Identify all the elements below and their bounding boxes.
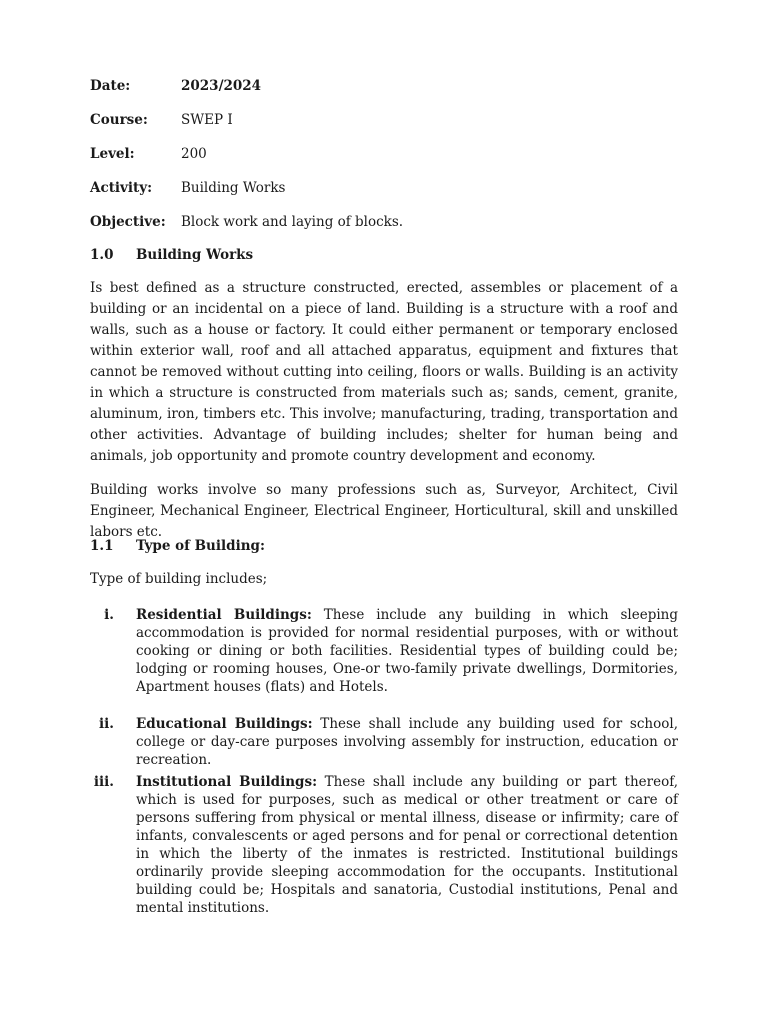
list-item-lead: Residential Buildings: bbox=[136, 607, 312, 623]
list-item-lead: Institutional Buildings: bbox=[136, 774, 318, 790]
meta-objective-label: Objective: bbox=[90, 214, 166, 230]
meta-course-value: SWEP I bbox=[181, 112, 233, 128]
list-item-description: These include any building in which sleeping accommodation is provided for normal residential purposes, with or without cooking or dining or both facilities. Residential types of building could be; lodging or rooming houses, One-or two-family private dwellings, Dormitories, Apartment houses (flats) and Hotels. bbox=[136, 607, 678, 695]
building-works-paragraph: Is best defined as a structure constructed, erected, assembles or placement of a building or an incidental on a piece of land. Building is a structure with a roof and walls, such as a house or factory. It could either permanent or temporary enclosed within exterior wall, roof and all attached apparatus, equipment and fixtures that cannot be removed without cutting into ceiling, floors or walls. Building is an activity in which a structure is constructed from materials such as; sands, cement, granite, aluminum, iron, timbers etc. This involve; manufacturing, trading, transportation and other activities. Advantage of building includes; shelter for human being and animals, job opportunity and promote country development and economy. bbox=[90, 280, 678, 464]
section-number: 1.0 bbox=[90, 247, 114, 263]
list-item-text bbox=[136, 715, 678, 769]
type-of-building-intro: Type of building includes; bbox=[90, 571, 268, 587]
section-number: 1.1 bbox=[90, 538, 114, 554]
meta-objective-value: Block work and laying of blocks. bbox=[181, 214, 404, 230]
meta-activity-value: Building Works bbox=[181, 180, 286, 196]
list-numeral: ii. bbox=[99, 716, 114, 732]
section-title: Type of Building: bbox=[136, 538, 265, 554]
meta-level-value: 200 bbox=[181, 146, 207, 162]
list-item-text bbox=[136, 606, 678, 696]
list-item-text bbox=[136, 773, 678, 917]
section-title: Building Works bbox=[136, 247, 254, 263]
list-item-description: These shall include any building used for school, college or day-care purposes involving assembly for instruction, education or recreation. bbox=[136, 716, 678, 768]
list-numeral: iii. bbox=[93, 774, 114, 790]
meta-course-label: Course: bbox=[90, 112, 148, 128]
professions-paragraph: Building works involve so many professions such as, Surveyor, Architect, Civil Engineer, Mechanical Engineer, Electrical Engineer, Horticultural, skill and unskilled labors etc. bbox=[90, 482, 678, 540]
meta-activity-label: Activity: bbox=[90, 180, 153, 196]
list-numeral: i. bbox=[104, 607, 114, 623]
list-item-lead: Educational Buildings: bbox=[136, 716, 313, 732]
list-item-description: These shall include any building or part thereof, which is used for purposes, such as medical or other treatment or care of persons suffering from physical or mental illness, disease or infirmity; care of infants, convalescents or aged persons and for penal or correctional detention in which the liberty of the inmates is restricted. Institutional buildings ordinarily provide sleeping accommodation for the occupants. Institutional building could be; Hospitals and sanatoria, Custodial institutions, Penal and mental institutions. bbox=[136, 774, 679, 916]
meta-date-value: 2023/2024 bbox=[181, 78, 262, 94]
meta-level-label: Level: bbox=[90, 146, 135, 162]
meta-date-label: Date: bbox=[90, 78, 131, 94]
